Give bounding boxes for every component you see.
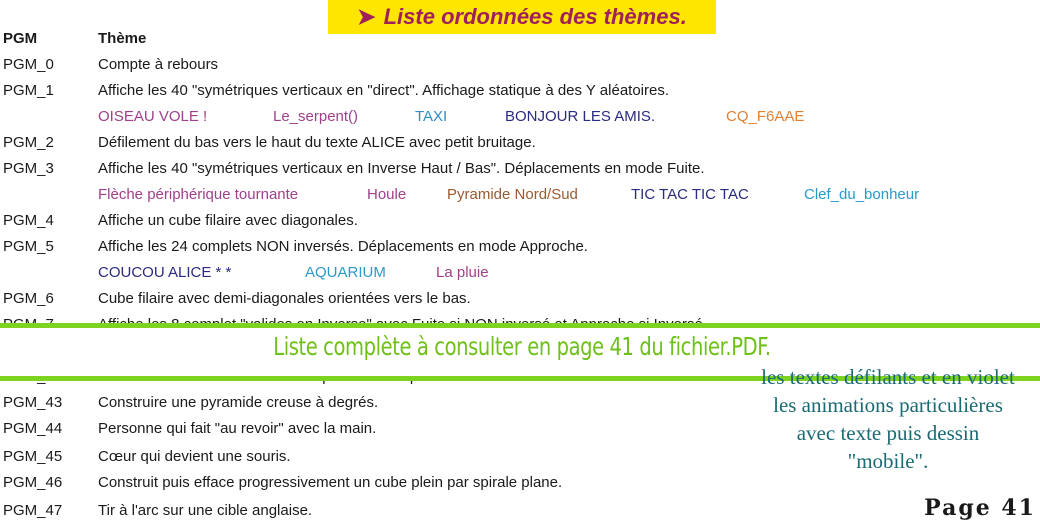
pgm-theme: Cœur qui devient une souris.	[98, 448, 291, 465]
sub-theme-row	[0, 260, 1040, 286]
pgm-theme: Affiche un cube filaire avec diagonales.	[98, 212, 358, 229]
column-header-theme: Thème	[98, 30, 147, 47]
sub-theme-label: TAXI	[415, 108, 448, 125]
pgm-theme: Compte à rebours	[98, 56, 219, 73]
side-note-line: avec texte puis dessin	[796, 421, 980, 445]
pgm-theme: Affiche les 24 complets NON inversés. Déplacements en mode Approche.	[98, 238, 588, 255]
pgm-id: PGM_5	[3, 238, 54, 255]
sub-theme-label: Le_serpent()	[273, 108, 359, 125]
cut-banner-text: Liste complète à consulter en page 41 du fichier.PDF.	[273, 332, 771, 361]
arrow-icon: ➤	[357, 4, 376, 29]
sub-theme-label: OISEAU VOLE !	[98, 108, 208, 125]
pgm-theme: Affiche les 40 "symétriques verticaux en "direct". Affichage statique à des Y aléatoires.	[98, 82, 670, 99]
pgm-id: PGM_1	[3, 82, 54, 99]
pgm-id: PGM_46	[3, 474, 63, 491]
side-note-line: les textes défilants et en violet	[761, 366, 1015, 389]
page-number: Page 41	[924, 495, 1036, 521]
column-header-row	[0, 26, 1040, 52]
pgm-id: PGM_4	[3, 212, 54, 229]
table-row	[0, 208, 1040, 234]
sub-theme-label: BONJOUR LES AMIS.	[505, 108, 656, 125]
pgm-id: PGM_6	[3, 290, 54, 307]
side-note-line: "mobile".	[847, 449, 929, 473]
sub-theme-row	[0, 104, 1040, 130]
page-title: Liste ordonnées des thèmes.	[383, 4, 687, 29]
pgm-id: PGM_3	[3, 160, 54, 177]
table-row	[0, 52, 1040, 78]
sub-theme-label: AQUARIUM	[305, 264, 386, 281]
table-row	[0, 78, 1040, 104]
pgm-id: PGM_44	[3, 420, 63, 437]
pgm-theme: Tir à l'arc sur une cible anglaise.	[98, 502, 313, 519]
sub-theme-label: Clef_du_bonheur	[804, 186, 920, 203]
sub-theme-label: Flèche périphérique tournante	[98, 186, 299, 203]
pgm-theme: Personne qui fait "au revoir" avec la main.	[98, 420, 377, 437]
sub-theme-label: Houle	[367, 186, 407, 203]
pgm-theme: Défilement du bas vers le haut du texte ALICE avec petit bruitage.	[98, 134, 536, 151]
table-row	[0, 234, 1040, 260]
table-row	[0, 130, 1040, 156]
column-header-pgm: PGM	[3, 30, 38, 47]
pgm-theme: Construire une pyramide creuse à degrés.	[98, 394, 379, 411]
table-row	[0, 286, 1040, 312]
pgm-theme: Affiche les 40 "symétriques verticaux en Inverse Haut / Bas". Déplacements en mode Fuite.	[98, 160, 705, 177]
sub-theme-label: TIC TAC TIC TAC	[631, 186, 749, 203]
sub-theme-label: Pyramide Nord/Sud	[447, 186, 578, 203]
pgm-id: PGM_45	[3, 448, 63, 465]
side-note-line: les animations particulières	[773, 393, 1003, 417]
sub-theme-label: COUCOU ALICE * *	[98, 264, 232, 281]
table-row	[0, 498, 1040, 524]
sub-theme-row	[0, 182, 1040, 208]
table-row	[0, 156, 1040, 182]
sub-theme-label: CQ_F6AAE	[726, 108, 805, 125]
pgm-id: PGM_2	[3, 134, 54, 151]
sub-theme-label: La pluie	[436, 264, 489, 281]
side-note	[730, 366, 1040, 481]
pgm-id: PGM_47	[3, 502, 63, 519]
pgm-id: PGM_43	[3, 394, 63, 411]
pgm-theme: Construit puis efface progressivement un cube plein par spirale plane.	[98, 474, 563, 491]
pgm-id: PGM_0	[3, 56, 54, 73]
pgm-theme: Cube filaire avec demi-diagonales orientées vers le bas.	[98, 290, 471, 307]
